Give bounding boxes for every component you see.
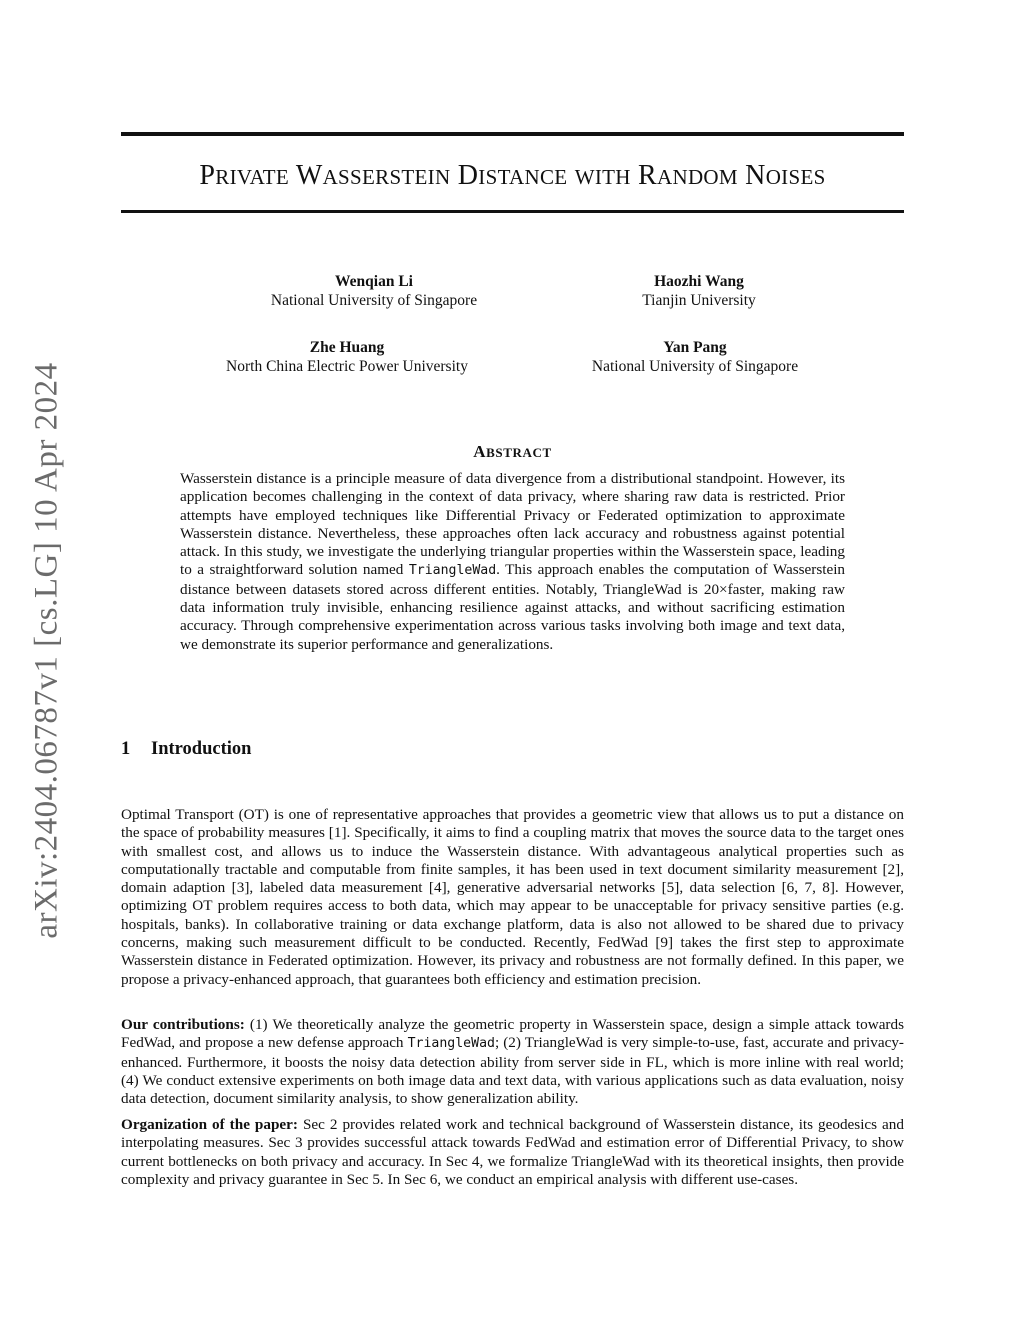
title-word-rest: RIVATE	[215, 165, 290, 189]
arxiv-side-stamp	[22, 355, 72, 945]
title-word-rest: ISTANCE	[478, 165, 568, 189]
abstract-heading	[121, 442, 904, 462]
section-title: Introduction	[151, 739, 252, 759]
intro-paragraph-1: Optimal Transport (OT) is one of representative approaches that provides a geometric view that allows us to put a distance on the space of probability measures [1]. Specifically, it aims to find a coupling matrix that moves the source data to the target ones with smallest cost, and allows us to induce the Wasserstein distance. With advantageous analytical properties such as computationally tractable and computable from finite samples, it has been used in text document similarity measurement [2], domain adaption [3], labeled data measurement [4], generative adversarial networks [5], data selection [6, 7, 8]. However, optimizing OT problem requires access to both data, which may appear to be unacceptable for privacy sensitive parties (e.g. hospitals, banks). In collaborative training or data exchange platform, data is also not allowed to be shared due to privacy concerns, making such measurement difficult to be conducted. Recently, FedWad [9] takes the first step to approximate Wasserstein distance in Federated optimization. However, its privacy and robustness are not formally defined. In this paper, we propose a privacy-enhanced approach, that guarantees both efficiency and estimation precision.	[121, 806, 904, 988]
author-affiliation: North China Electric Power University	[226, 358, 468, 375]
intro-paragraph-organization	[121, 1116, 904, 1189]
author-name: Yan Pang	[663, 339, 727, 356]
title-word-rest: WITH	[574, 165, 631, 189]
author-affiliation: Tianjin University	[642, 292, 756, 309]
paragraph-lead: Organization of the paper:	[121, 1116, 298, 1133]
section-heading-introduction	[121, 739, 251, 760]
title-initial: N	[745, 160, 766, 191]
title-word-rest: OISES	[765, 165, 826, 189]
title-initial: W	[295, 160, 323, 191]
title-rule-top	[121, 132, 904, 136]
section-number: 1	[121, 739, 131, 759]
abstract-heading-initial: A	[473, 442, 487, 461]
title-initial: D	[457, 160, 479, 191]
title-rule-bottom	[121, 210, 904, 213]
author-block	[549, 272, 849, 310]
author-block	[197, 338, 497, 376]
arxiv-identifier: arXiv:2404.06787v1 [cs.LG] 10 Apr 2024	[28, 361, 65, 939]
author-block	[545, 338, 845, 376]
paper-title	[121, 160, 904, 192]
paragraph-text-part: (1) We theoretically analyze the geometric property in Wasserstein space, design a simple attack towards FedWad, and propose a new defense approach	[121, 1016, 904, 1052]
paragraph-code-term: TriangleWad	[407, 1036, 495, 1052]
abstract-text-part: . This approach enables the computation of Wasserstein distance between datasets stored across different entities. Notably, TriangleWad is 20×faster, making raw data information truly invisible, enhancing resilience against attacks, and without sacrificing estimation accuracy. Through comprehensive experimentation across various tasks involving both image and text data, we demonstrate its superior performance and generalizations.	[180, 561, 846, 653]
title-word-rest: ASSERSTEIN	[322, 165, 451, 189]
title-word-rest: ANDOM	[657, 165, 738, 189]
intro-paragraph-contributions	[121, 1016, 904, 1108]
author-affiliation: National University of Singapore	[270, 292, 478, 309]
abstract-text	[180, 470, 845, 654]
author-name: Wenqian Li	[335, 273, 413, 290]
author-name: Zhe Huang	[309, 339, 385, 356]
title-initial: P	[199, 160, 216, 191]
abstract-code-term: TriangleWad	[408, 563, 497, 579]
paragraph-text-part: ; (2) TriangleWad is very simple-to-use, fast, accurate and privacy-enhanced. Furthermore, it boosts the noisy data detection ability from server side in FL, which is more inline with real world; (4) We conduct extensive experiments on both image data and text data, with various applications such as data evaluation, noisy data detection, document similarity analysis, to show generalization ability.	[121, 1034, 904, 1108]
abstract-heading-rest: BSTRACT	[486, 445, 552, 460]
paragraph-text-part: Sec 2 provides related work and technical background of Wasserstein distance, its geodesics and interpolating measures. Sec 3 provides successful attack towards FedWad and estimation error of Differential Privacy, to show current bottlenecks on both privacy and accuracy. In Sec 4, we formalize TriangleWad with its theoretical insights, then provide complexity and privacy guarantee in Sec 5. In Sec 6, we conduct an empirical analysis with different use-cases.	[121, 1116, 904, 1188]
author-name: Haozhi Wang	[654, 273, 744, 290]
title-initial: R	[638, 160, 658, 191]
abstract-text-part: Wasserstein distance is a principle measure of data divergence from a distributional standpoint. However, its application becomes challenging in the context of data privacy, where sharing raw data is restricted. Prior attempts have employed techniques like Differential Privacy or Federated optimization to approximate Wasserstein distance. Nevertheless, these approaches often lack accuracy and robustness against potential attack. In this study, we investigate the underlying triangular properties within the Wasserstein space, leading to a straightforward solution named	[180, 470, 845, 579]
author-affiliation: National University of Singapore	[591, 358, 799, 375]
paragraph-lead: Our contributions:	[121, 1016, 245, 1033]
author-block	[224, 272, 524, 310]
